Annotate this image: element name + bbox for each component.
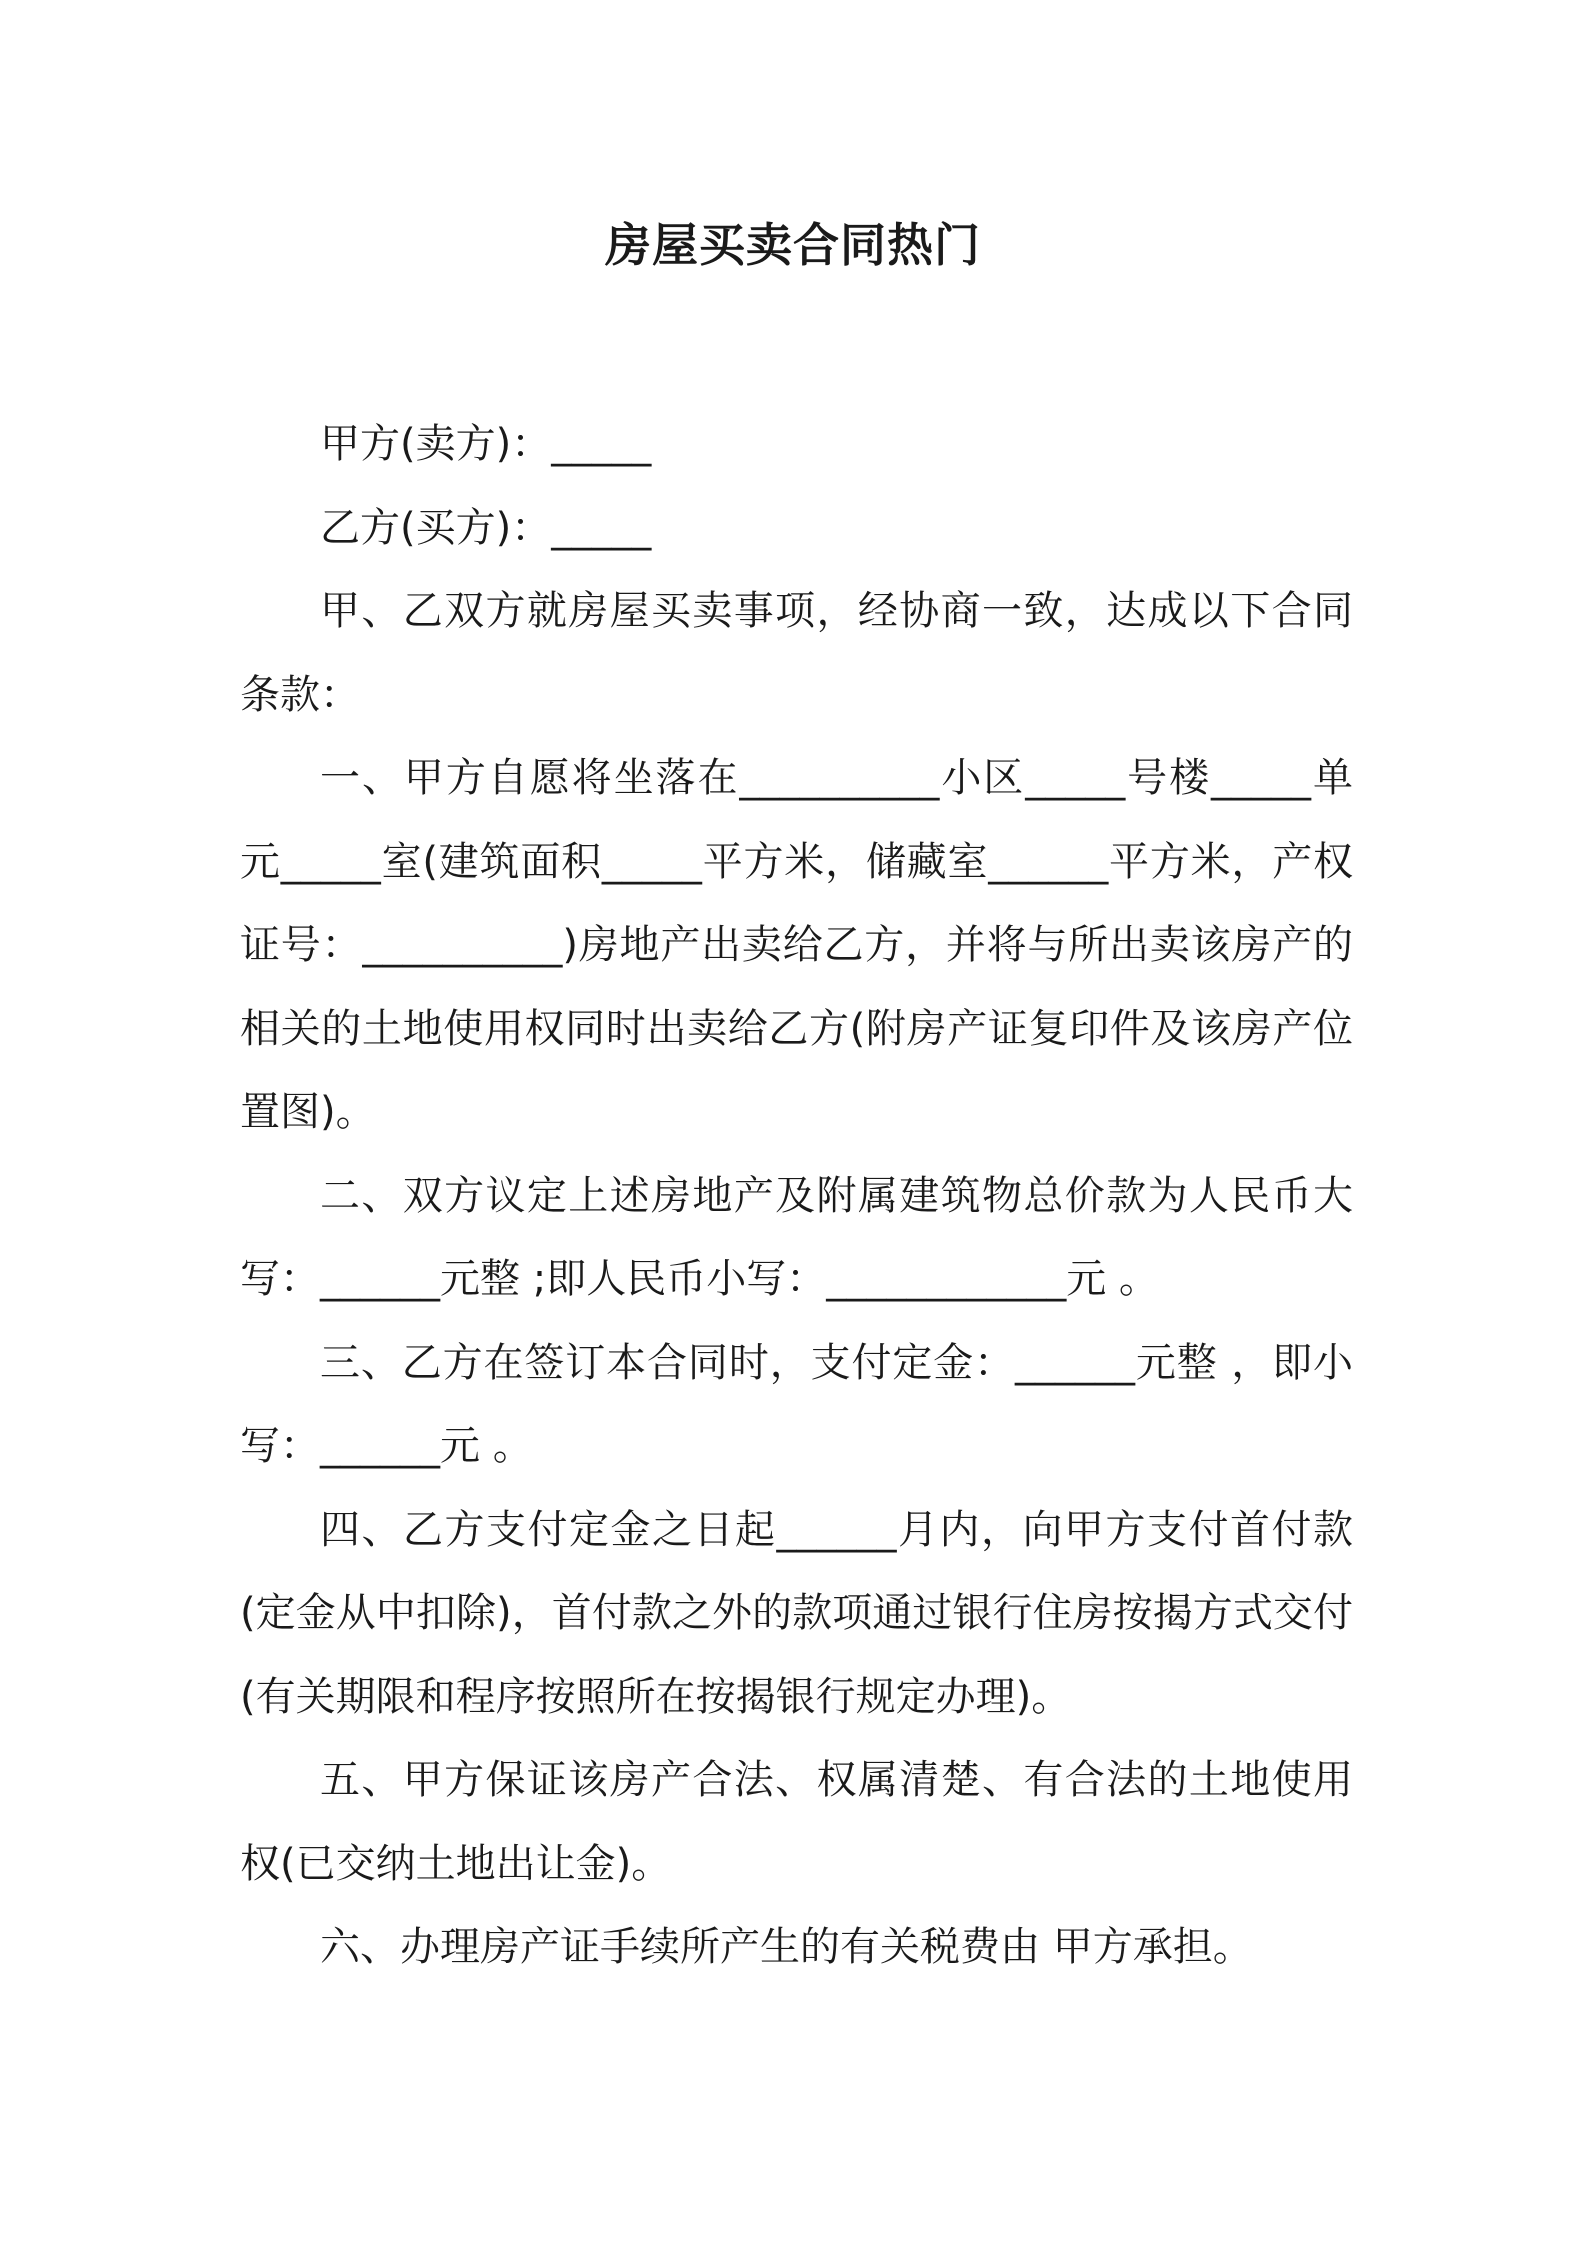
clause-6-paragraph: 六、办理房产证手续所产生的有关税费由 甲方承担。	[320, 1924, 1253, 1970]
clause-5-paragraph: 五、甲方保证该房产合法、权属清楚、有合法的土地使用权(已交纳土地出让金)。	[240, 1757, 1353, 1887]
document-body	[240, 403, 1353, 1990]
preamble-paragraph: 甲、乙双方就房屋买卖事项，经协商一致，达成以下合同条款：	[240, 588, 1353, 718]
clause-3-paragraph: 三、乙方在签订本合同时，支付定金：______元整 ，即小写：______元 。	[240, 1339, 1353, 1469]
clause-4-paragraph: 四、乙方支付定金之日起______月内，向甲方支付首付款(定金从中扣除)，首付款之外的款项通过银行住房按揭方式交付(有关期限和程序按照所在按揭银行规定办理)。	[240, 1506, 1353, 1720]
document-title: 房屋买卖合同热门	[605, 218, 981, 272]
party-b-line: 乙方(买方)：_____	[320, 504, 652, 551]
clause-1-paragraph: 一、甲方自愿将坐落在__________小区_____号楼_____单元_____室(建筑面积_____平方米，储藏室______平方米，产权证号：__________)房地产出卖给乙方，并将与所出卖该房产的相关的土地使用权同时出卖给乙方(附房产证复印件及该房产位置图)。	[240, 755, 1353, 1135]
clause-2-paragraph: 二、双方议定上述房地产及附属建筑物总价款为人民币大写：______元整 ;即人民币小写：____________元 。	[240, 1172, 1353, 1302]
party-a-line: 甲方(卖方)：_____	[320, 421, 652, 467]
